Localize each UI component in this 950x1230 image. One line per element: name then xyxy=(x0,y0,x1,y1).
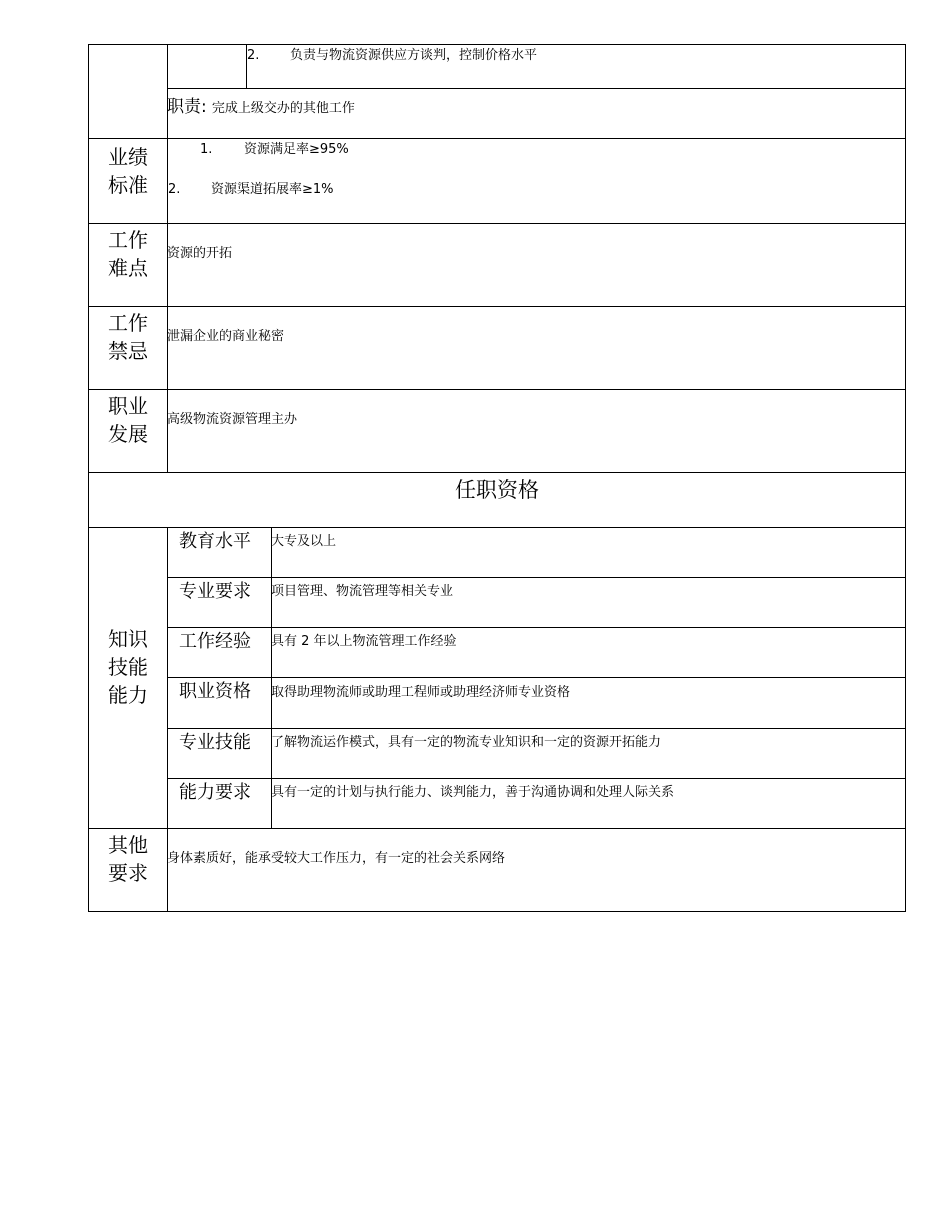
certification-label: 职业资格 xyxy=(179,681,251,702)
difficulty-label-line1: 工作 xyxy=(108,228,148,252)
table-border-top xyxy=(88,44,906,45)
knowledge-label-line2: 技能 xyxy=(108,655,148,679)
certification-value: 取得助理物流师或助理工程师或助理经济师专业资格 xyxy=(271,685,571,700)
qualifications-title: 任职资格 xyxy=(455,478,539,502)
row-divider xyxy=(167,627,906,628)
taboo-label-line1: 工作 xyxy=(108,311,148,335)
taboo-text: 泄漏企业的商业秘密 xyxy=(167,329,285,344)
row-divider xyxy=(88,223,906,224)
experience-value: 具有 2 年以上物流管理工作经验 xyxy=(271,634,457,649)
other-requirements-text: 身体素质好，能承受较大工作压力，有一定的社会关系网络 xyxy=(167,851,506,866)
performance-item-1 xyxy=(200,141,349,159)
responsibility-other-text: 完成上级交办的其他工作 xyxy=(211,101,355,116)
row-divider xyxy=(88,306,906,307)
row-divider xyxy=(88,472,906,473)
row-divider xyxy=(167,88,906,89)
ability-label: 能力要求 xyxy=(179,782,251,803)
table-border-bottom xyxy=(88,911,906,912)
difficulty-label-line2: 难点 xyxy=(108,256,148,280)
row-divider xyxy=(167,577,906,578)
taboo-label xyxy=(89,309,167,365)
performance-item-2-number: 2. xyxy=(168,182,181,197)
performance-item-1-text: 资源满足率≥95% xyxy=(244,142,349,157)
major-label: 专业要求 xyxy=(179,581,251,602)
performance-label-line2: 标准 xyxy=(108,173,148,197)
knowledge-skills-label xyxy=(89,625,167,709)
major-value: 项目管理、物流管理等相关专业 xyxy=(271,584,454,599)
knowledge-label-line3: 能力 xyxy=(108,683,148,707)
performance-item-2-text: 资源渠道拓展率≥1% xyxy=(211,182,334,197)
row-divider xyxy=(167,778,906,779)
difficulty-text: 资源的开拓 xyxy=(167,246,233,261)
experience-label: 工作经验 xyxy=(179,631,251,652)
performance-item-2 xyxy=(168,181,334,199)
other-label-line2: 要求 xyxy=(108,861,148,885)
responsibility-item-2-number: 2. xyxy=(247,48,260,63)
career-text: 高级物流资源管理主办 xyxy=(167,412,298,427)
education-label: 教育水平 xyxy=(179,531,251,552)
responsibility-other-label: 职责: xyxy=(167,97,207,117)
knowledge-label-line1: 知识 xyxy=(108,627,148,651)
row-divider xyxy=(167,728,906,729)
responsibility-item-2-text: 负责与物流资源供应方谈判，控制价格水平 xyxy=(290,48,538,63)
education-value: 大专及以上 xyxy=(271,534,337,549)
other-label-line1: 其他 xyxy=(108,833,148,857)
row-divider xyxy=(167,677,906,678)
career-label xyxy=(89,392,167,448)
other-requirements-label xyxy=(89,831,167,887)
responsibility-item-2 xyxy=(247,47,537,65)
ability-value: 具有一定的计划与执行能力、谈判能力，善于沟通协调和处理人际关系 xyxy=(271,785,675,800)
row-divider xyxy=(88,828,906,829)
difficulty-label xyxy=(89,226,167,282)
taboo-label-line2: 禁忌 xyxy=(108,339,148,363)
row-divider xyxy=(88,389,906,390)
career-label-line2: 发展 xyxy=(108,422,148,446)
performance-label-line1: 业绩 xyxy=(108,145,148,169)
skills-label: 专业技能 xyxy=(179,732,251,753)
performance-label xyxy=(89,143,167,199)
row-divider xyxy=(88,138,906,139)
performance-item-1-number: 1. xyxy=(200,142,213,157)
row-divider xyxy=(88,527,906,528)
skills-value: 了解物流运作模式，具有一定的物流专业知识和一定的资源开拓能力 xyxy=(271,735,662,750)
career-label-line1: 职业 xyxy=(108,394,148,418)
responsibility-other xyxy=(167,92,355,117)
